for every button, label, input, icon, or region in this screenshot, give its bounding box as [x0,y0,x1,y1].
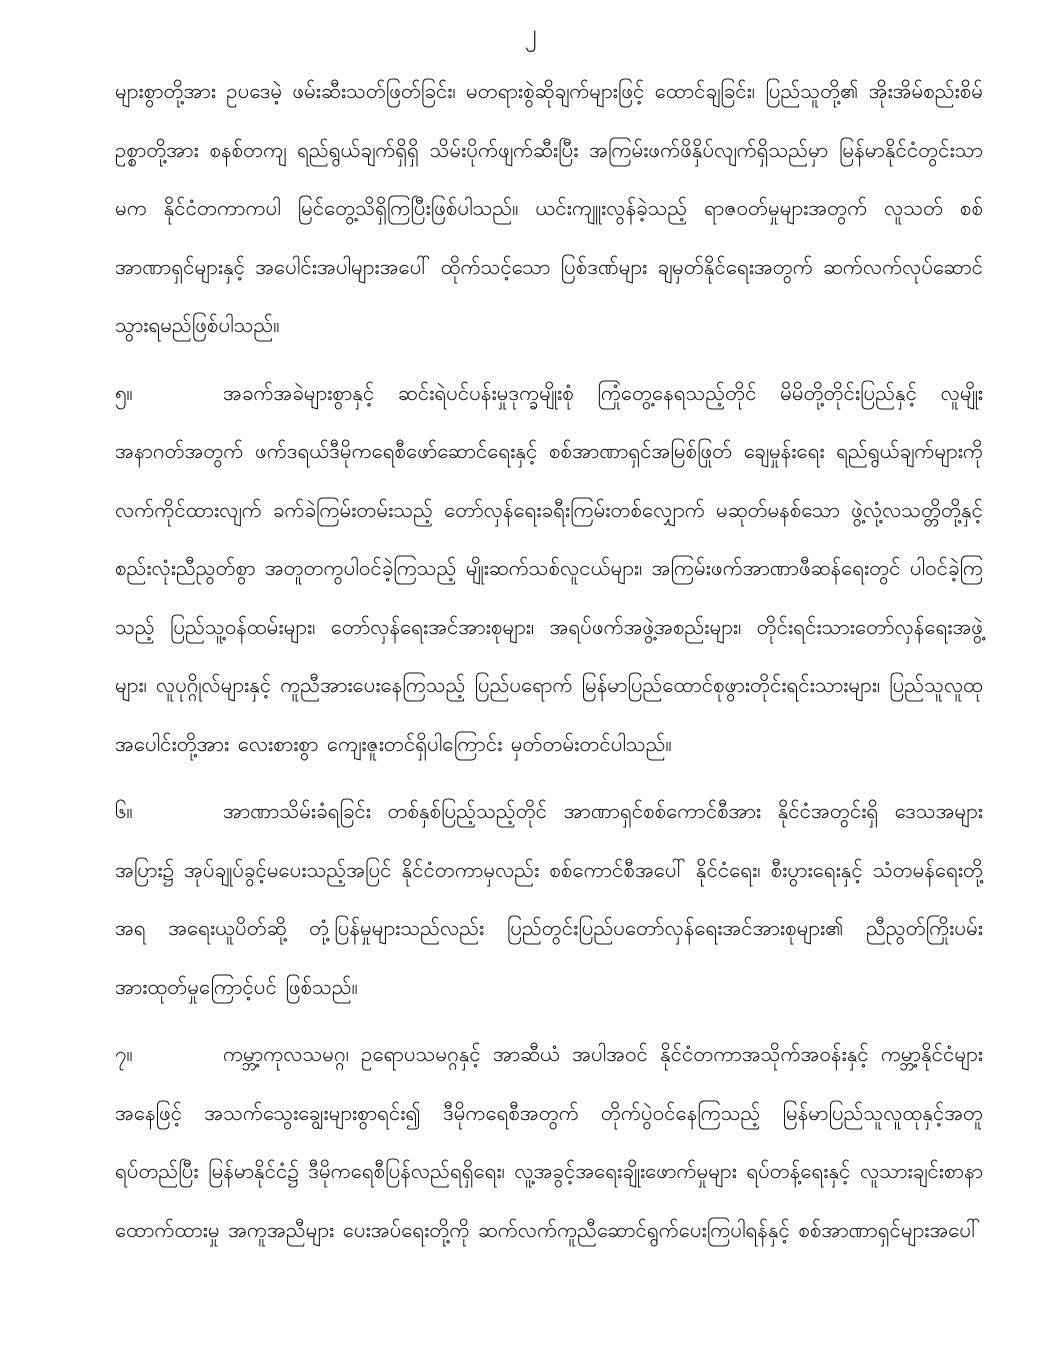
paragraph-number: ၅။ [115,380,133,405]
paragraph-continuation [115,62,983,355]
paragraph-7 [115,1025,983,1259]
paragraph-number: ၇။ [115,1042,133,1066]
document-body [115,62,983,1268]
paragraph-number: ၆။ [115,799,133,823]
paragraph-text: ကမ္ဘာ့ကုလသမဂ္ဂ၊ ဥရောပသမဂ္ဂနှင့် အာဆီယံ အပါအဝင် နိုင်ငံတကာအသိုက်အဝန်းနှင့် ကမ္ဘာ့နိုင်ငံများအနေဖြင့် အသက်သွေးချွေးများစွာရင်း၍ ဒီမိုကရေစီအတွက် တိုက်ပွဲဝင်နေကြသည့် မြန်မာပြည်သူလူထုနှင့်အတူ ရပ်တည်ပြီး မြန်မာနိုင်ငံ၌ ဒီမိုကရေစီပြန်လည်ရရှိရေး၊ လူ့အခွင့်အရေးချိုးဖောက်မှုများ ရပ်တန့်ရေးနှင့် လူသားချင်းစာနာထောက်ထားမှု အကူအညီများ ပေးအပ်ရေးတို့ကို ဆက်လက်ကူညီဆောင်ရွက်ပေးကြပါရန်နှင့် စစ်အာဏာရှင်များအပေါ် [115,1042,983,1242]
paragraph-6 [115,782,983,1016]
paragraph-text: အခက်အခဲများစွာနှင့် ဆင်းရဲပင်ပန်းမှုဒုက္ခမျိုးစုံ ကြုံတွေ့နေရသည့်တိုင် မိမိတို့တိုင်းပြည်နှင့် လူမျိုးအနာဂတ်အတွက် ဖက်ဒရယ်ဒီမိုကရေစီဖော်ဆောင်ရေးနှင့် စစ်အာဏာရှင်အမြစ်ဖြုတ် ချေမှုန်းရေး ရည်ရွယ်ချက်များကို လက်ကိုင်ထားလျက် ခက်ခဲကြမ်းတမ်းသည့် တော်လှန်ရေးခရီးကြမ်းတစ်လျှောက် မဆုတ်မနစ်သော ဖွဲ့လုံ့လသတ္တိတို့နှင့် စည်းလုံးညီညွတ်စွာ အတူတကွပါဝင်ခဲ့ကြသည့် မျိုးဆက်သစ်လူငယ်များ၊ အကြမ်းဖက်အာဏာဖီဆန်ရေးတွင် ပါဝင်ခဲ့ကြသည့် ပြည်သူ့ဝန်ထမ်းများ၊ တော်လှန်ရေးအင်အားစုများ၊ အရပ်ဖက်အဖွဲ့အစည်းများ၊ တိုင်းရင်းသားတော်လှန်ရေးအဖွဲ့များ၊ လူပုဂ္ဂိုလ်များနှင့် ကူညီအားပေးနေကြသည့် ပြည်ပရောက် မြန်မာပြည်ထောင်စုဖွားတိုင်းရင်းသားများ၊ ပြည်သူလူထုအပေါင်းတို့အား လေးစားစွာ ကျေးဇူးတင်ရှိပါကြောင်း မှတ်တမ်းတင်ပါသည်။ [115,380,983,756]
page-number: ၂ [524,19,537,47]
paragraph-5 [115,364,983,774]
paragraph-text: များစွာတို့အား ဥပဒေမဲ့ ဖမ်းဆီးသတ်ဖြတ်ခြင်း၊ မတရားစွဲဆိုချက်များဖြင့် ထောင်ချခြင်း၊ ပြည်သူတို့၏ အိုးအိမ်စည်းစိမ်ဥစ္စာတို့အား စနစ်တကျ ရည်ရွယ်ချက်ရှိရှိ သိမ်းပိုက်ဖျက်ဆီးပြီး အကြမ်းဖက်ဖိနှိပ်လျက်ရှိသည်မှာ မြန်မာနိုင်ငံတွင်းသာမက နိုင်ငံတကာကပါ မြင်တွေ့သိရှိကြပြီးဖြစ်ပါသည်။ ယင်းကျူးလွန်ခဲ့သည့် ရာဇဝတ်မှုများအတွက် လူသတ် စစ်အာဏာရှင်များနှင့် အပေါင်းအပါများအပေါ် ထိုက်သင့်သော ပြစ်ဒဏ်များ ချမှတ်နိုင်ရေးအတွက် ဆက်လက်လုပ်ဆောင်သွားရမည်ဖြစ်ပါသည်။ [115,79,983,337]
paragraph-text: အာဏာသိမ်းခံရခြင်း တစ်နှစ်ပြည့်သည့်တိုင် အာဏာရှင်စစ်ကောင်စီအား နိုင်ငံအတွင်းရှိ ဒေသအများအပြား၌ အုပ်ချုပ်ခွင့်မပေးသည့်အပြင် နိုင်ငံတကာမှလည်း စစ်ကောင်စီအပေါ် နိုင်ငံရေး၊ စီးပွားရေးနှင့် သံတမန်ရေးတို့အရ အရေးယူပိတ်ဆို့ တုံ့ပြန်မှုများသည်လည်း ပြည်တွင်းပြည်ပတော်လှန်ရေးအင်အားစုများ၏ ညီညွတ်ကြိုးပမ်းအားထုတ်မှုကြောင့်ပင် ဖြစ်သည်။ [115,799,983,999]
